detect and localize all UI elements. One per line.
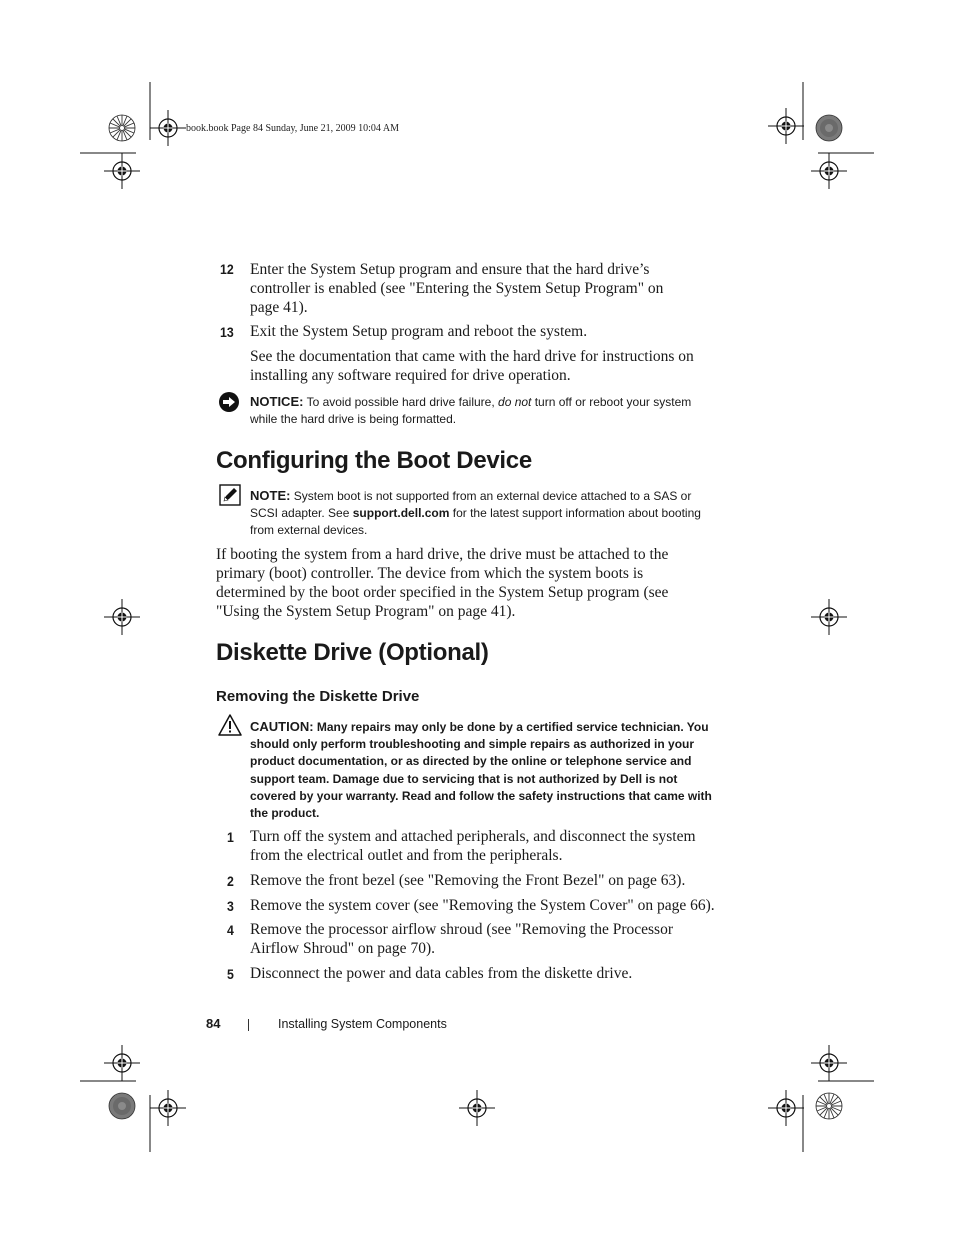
notice-text: To avoid possible hard drive failure, xyxy=(303,395,499,409)
note-text: for the latest support information about booting from external devices. xyxy=(250,506,701,537)
caution-box xyxy=(250,718,720,822)
footer-separator xyxy=(248,1019,249,1031)
section-heading: Diskette Drive (Optional) xyxy=(216,639,489,666)
caution-label: CAUTION: xyxy=(250,719,314,734)
support-link[interactable]: support.dell.com xyxy=(352,506,450,520)
footer-section-title: Installing System Components xyxy=(278,1017,447,1031)
note-pencil-icon xyxy=(219,484,241,506)
step-text: Remove the system cover (see "Removing the System Cover" on page 66). xyxy=(250,897,715,914)
step-number: 2 xyxy=(227,873,234,889)
step-number: 5 xyxy=(227,966,234,982)
step-number: 13 xyxy=(220,324,234,340)
notice-hand-icon xyxy=(218,391,240,413)
note-box xyxy=(250,487,720,539)
step-number: 4 xyxy=(227,922,234,938)
step-text: Turn off the system and attached peripherals, and disconnect the system from the electrical outlet and from the peripherals. xyxy=(250,828,696,864)
step-paragraph: See the documentation that came with the hard drive for instructions on installing any software required for drive operation. xyxy=(250,348,694,384)
step-number: 12 xyxy=(220,261,234,277)
caution-text: Many repairs may only be done by a certified service technician. You should only perform troubleshooting and simple repairs as authorized in your product documentation, or as directed by the online or telephone service and support team. Damage due to servicing that is not authorized by Dell is not covered by your warranty. Read and follow the safety instructions that came with the product. xyxy=(250,720,712,821)
step-text: Remove the front bezel (see "Removing the Front Bezel" on page 63). xyxy=(250,872,686,889)
notice-text: turn off or reboot your system while the hard drive is being formatted. xyxy=(250,395,692,426)
step-text: Enter the System Setup program and ensure that the hard drive’s controller is enabled (see "Entering the System Setup Program" on page 41). xyxy=(250,261,664,316)
notice-label: NOTICE: xyxy=(250,394,304,409)
step-text: Remove the processor airflow shroud (see "Removing the Processor Airflow Shroud" on page 70). xyxy=(250,921,674,957)
notice-box xyxy=(250,393,720,428)
body-paragraph: If booting the system from a hard drive, the drive must be attached to the primary (boot) controller. The device from which the system boots is determined by the boot order specified in the System Setup program (see "Using the System Setup Program" on page 41). xyxy=(216,546,669,620)
step-number: 1 xyxy=(227,829,234,845)
page-number: 84 xyxy=(206,1016,221,1031)
step-text: Exit the System Setup program and reboot the system. xyxy=(250,323,588,340)
subsection-heading: Removing the Diskette Drive xyxy=(216,688,420,705)
notice-emphasis: do not xyxy=(498,395,532,409)
section-heading: Configuring the Boot Device xyxy=(216,447,532,474)
step-number: 3 xyxy=(227,898,234,914)
note-label: NOTE: xyxy=(250,488,291,503)
step-text: Disconnect the power and data cables from the diskette drive. xyxy=(250,965,633,982)
print-header: book.book Page 84 Sunday, June 21, 2009 10:04 AM xyxy=(186,123,399,134)
note-text: System boot is not supported from an external device attached to a SAS or SCSI adapter. See xyxy=(250,489,692,520)
caution-triangle-icon xyxy=(218,714,242,736)
